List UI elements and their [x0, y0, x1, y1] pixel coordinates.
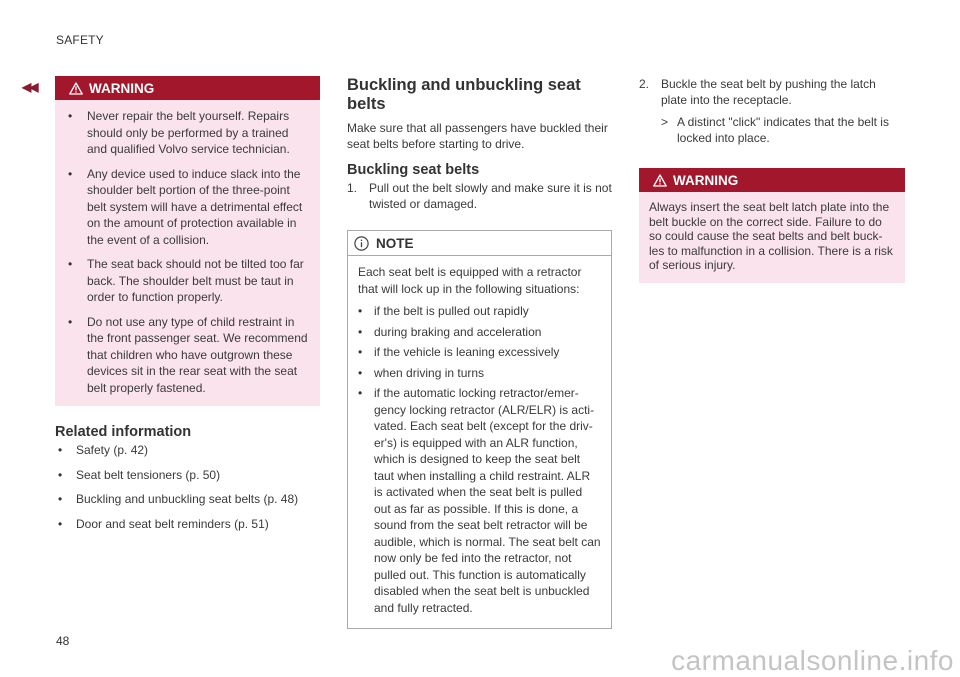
step-text: Pull out the belt slowly and make sure it is not twisted or damaged.: [369, 181, 612, 211]
related-information: [55, 424, 320, 532]
back-arrows-icon[interactable]: ◀◀: [22, 80, 37, 94]
result-text: A distinct "click" indicates that the belt is locked into place.: [677, 115, 889, 145]
related-link[interactable]: • Buckling and unbuckling seat belts (p. 48): [55, 491, 320, 508]
note-body: [348, 256, 611, 628]
step-text: Buckle the seat belt by pushing the latch plate into the receptacle.: [661, 77, 876, 107]
warning-body: [639, 192, 905, 283]
warning-box-left: [55, 76, 320, 406]
warning-item: • Do not use any type of child restraint in the front passenger seat. We recommend that children who have outgrown these devices sit in the rear seat with the seat belt properly fastened.: [65, 314, 310, 397]
page-title: Buckling and unbuckling seat belts: [347, 76, 581, 113]
info-circle-icon: [354, 236, 369, 251]
note-intro: Each seat belt is equipped with a retractor that will lock up in the following situations:: [358, 265, 582, 296]
note-item: • if the vehicle is leaning excessively: [358, 344, 601, 361]
note-header: [348, 231, 611, 256]
note-item: • if the automatic locking retractor/emer-gency locking retractor (ALR/ELR) is acti-vated. Each seat belt (except for the driv-er's) is equipped with an ALR function, which is designed to keep the seat belt taut when installing a child restraint. ALR is activated when the seat belt is pulled out as far as possible. If this is done, a sound from the seat belt retractor will be audible, which is normal. The seat belt can now only be fed into the retractor, not pulled out. This function is automatically disabled when the seat belt is unbuckled and fully retracted.: [358, 385, 601, 616]
warning-box-right: [639, 168, 905, 283]
note-item: • if the belt is pulled out rapidly: [358, 303, 601, 320]
warning-title: WARNING: [89, 80, 155, 96]
warning-triangle-icon: [653, 174, 667, 187]
warning-triangle-icon: [69, 82, 83, 95]
note-item: • during braking and acceleration: [358, 324, 601, 341]
note-title: NOTE: [376, 235, 414, 251]
related-link[interactable]: • Door and seat belt reminders (p. 51): [55, 516, 320, 533]
left-column: [55, 76, 320, 540]
step-2-result: [639, 114, 905, 146]
note-item: • when driving in turns: [358, 365, 601, 382]
warning-text: Always insert the seat belt latch plate into the belt buckle on the correct side. Failure to do so could cause the seat belts and belt buck-les to malfunction in a collision. There is a risk of serious injury.: [649, 200, 893, 272]
right-column: [639, 76, 905, 283]
step-2: [639, 76, 905, 108]
warning-header: [55, 76, 320, 100]
page-number: 48: [56, 634, 70, 648]
step-number: 2.: [639, 77, 650, 91]
related-link[interactable]: • Safety (p. 42): [55, 442, 320, 459]
step-1: [347, 180, 612, 212]
step-number: 1.: [347, 181, 358, 195]
related-link[interactable]: • Seat belt tensioners (p. 50): [55, 467, 320, 484]
result-arrow-icon: >: [661, 115, 669, 129]
warning-item: • Any device used to induce slack into the shoulder belt portion of the three-point belt system will have a detrimental effect on the amount of protection available in the event of a collision.: [65, 166, 310, 249]
middle-column: [347, 76, 612, 629]
note-box: [347, 230, 612, 629]
intro-text: Make sure that all passengers have buckled their seat belts before starting to drive.: [347, 121, 608, 151]
warning-header: [639, 168, 905, 192]
watermark: carmanualsonline.info: [671, 645, 954, 676]
warning-title: WARNING: [673, 172, 739, 188]
warning-body: [55, 100, 320, 406]
related-title: Related information: [55, 424, 192, 440]
section-header: SAFETY: [56, 33, 104, 47]
warning-item: • Never repair the belt yourself. Repairs should only be performed by a trained and qualified Volvo service technician.: [65, 108, 310, 158]
section-subtitle: Buckling seat belts: [347, 162, 480, 178]
warning-item: • The seat back should not be tilted too far back. The shoulder belt must be taut in order to function properly.: [65, 256, 310, 306]
